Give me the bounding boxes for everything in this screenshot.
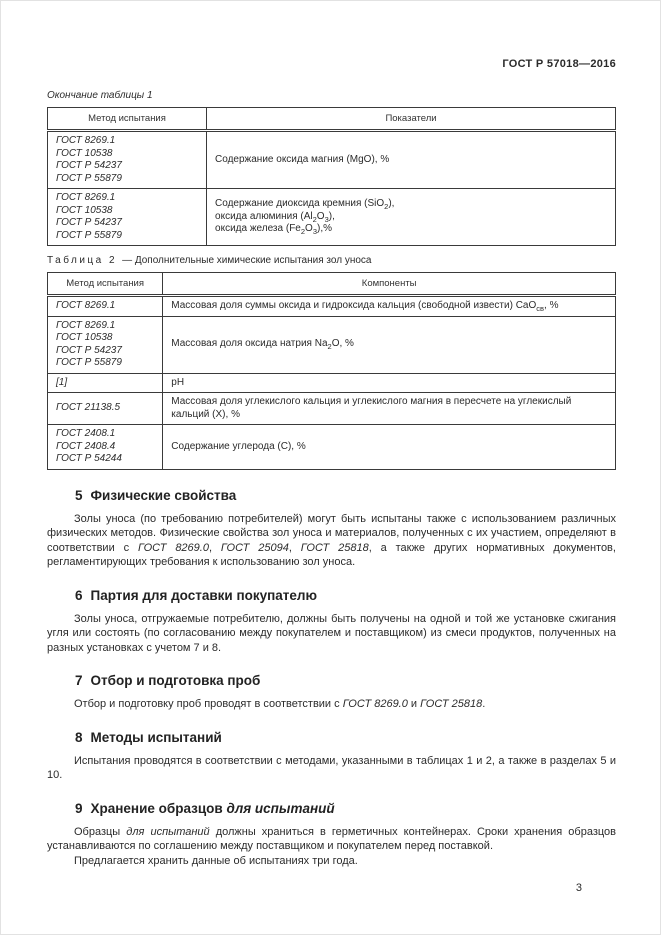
gost-ref: ГОСТ Р 54237 [56, 344, 122, 356]
gost-ref: ГОСТ 8269.1 [56, 135, 116, 146]
section-6-title: 6 Партия для доставки покупателю [75, 587, 318, 603]
section-5-paragraph: Золы уноса (по требованию потребителей) могут быть испытаны также с использованием различных физических методов. Физические свойства зол уноса и материалов, полученных с их участием, определяют в соответствии с ГОСТ 8269.0, ГОСТ 25094, ГОСТ 25818, а также других нормативных документов, регламентирующих требования к использованию зол уноса. [47, 512, 616, 568]
component-line: Массовая доля углекислого кальция и углекислого магния в пересчете на углекислый кальций (X), % [171, 396, 572, 420]
table-2-row-1-methods [48, 296, 163, 317]
table-1-row-2-methods [48, 189, 207, 246]
gost-ref: ГОСТ 10538 [56, 204, 113, 216]
section-9-sample-storage [47, 801, 616, 869]
gost-ref: ГОСТ Р 54237 [56, 217, 122, 228]
table-row [48, 296, 616, 317]
bracket-ref: [1] [56, 376, 68, 388]
section-6-delivery-batch [47, 588, 616, 656]
section-6-paragraph: Золы уноса, отгружаемые потребителю, должны быть получены на одной и той же установке сжигания угля или состоять (по согласованию между покупателем и поставщиком) из смеси продуктов, полученных на разных установках с учетом 7 и 8. [47, 612, 616, 654]
table-2-col-header-components: Компоненты [163, 273, 616, 296]
component-line: Массовая доля суммы оксида и гидроксида кальция (свободной извести) CaO$_{св}$, % [171, 300, 559, 313]
gost-ref: ГОСТ Р 55879 [56, 357, 122, 368]
table-2-row-3-methods [48, 373, 163, 393]
section-9-paragraph-2: Предлагается хранить данные об испытаниях три года. [74, 854, 358, 867]
table-2-row-2-methods [48, 316, 163, 373]
section-7-sampling [47, 673, 616, 712]
table-1-row-1-indicator [207, 131, 616, 189]
section-9-title: 9 Хранение образцов для испытаний [75, 800, 335, 816]
table-2-header-row [48, 273, 616, 296]
gost-ref: ГОСТ 8269.1 [56, 300, 116, 311]
gost-ref: ГОСТ Р 55879 [56, 172, 122, 184]
table-2 [47, 272, 616, 470]
gost-ref: ГОСТ 10538 [56, 332, 113, 343]
table-row [48, 373, 616, 393]
doc-code-header: ГОСТ Р 57018—2016 [502, 58, 616, 70]
table-row [48, 189, 616, 246]
gost-ref: ГОСТ Р 54244 [56, 453, 122, 464]
component-line: Содержание углерода (C), % [171, 440, 306, 452]
section-8-test-methods [47, 730, 616, 783]
table-2-caption-text: — Дополнительные химические испытания зол уноса [122, 255, 372, 266]
component-line: Массовая доля оксида натрия $Na_2O$, % [171, 338, 354, 352]
table-2-row-5-methods [48, 425, 163, 470]
table-1-continuation-caption: Окончание таблицы 1 [47, 90, 153, 101]
table-row [48, 393, 616, 425]
page-number: 3 [575, 882, 582, 894]
section-7-paragraph: Отбор и подготовку проб проводят в соответствии с ГОСТ 8269.0 и ГОСТ 25818. [74, 698, 486, 710]
table-2-row-1-component [163, 296, 616, 317]
table-2-col-header-method: Метод испытания [48, 273, 163, 296]
table-2-row-4-methods [48, 393, 163, 425]
gost-ref: ГОСТ 10538 [56, 147, 113, 159]
indicator-line: оксида алюминия $(Al_2O_3)$, [215, 210, 335, 224]
gost-ref: ГОСТ 8269.1 [56, 319, 116, 331]
table-row [48, 316, 616, 373]
section-7-title: 7 Отбор и подготовка проб [75, 673, 261, 688]
table-2-row-3-component [163, 373, 616, 393]
section-8-paragraph: Испытания проводятся в соответствии с методами, указанными в таблицах 1 и 2, а также в разделах 5 и 10. [47, 754, 616, 781]
gost-ref: ГОСТ Р 55879 [56, 229, 122, 241]
table-2-caption-label: Таблица 2 [47, 255, 118, 266]
table-1 [47, 107, 616, 246]
component-line: pH [171, 376, 185, 388]
section-5-title: 5 Физические свойства [75, 487, 237, 503]
table-2-row-4-component [163, 393, 616, 425]
table-1-col-header-indicators: Показатели [207, 108, 616, 131]
table-2-caption [47, 255, 616, 266]
table-1-col-header-method: Метод испытания [48, 108, 207, 131]
table-2-row-2-component [163, 316, 616, 373]
section-5-physical-properties [47, 488, 616, 570]
table-1-row-1-methods [48, 131, 207, 189]
table-2-row-5-component [163, 425, 616, 470]
gost-ref: ГОСТ 2408.1 [56, 428, 116, 439]
section-8-title: 8 Методы испытаний [75, 729, 222, 745]
indicator-line: Содержание диоксида кремния (SiO$_2$), [215, 198, 395, 212]
gost-ref: ГОСТ 8269.1 [56, 192, 116, 203]
gost-ref: ГОСТ 21138.5 [56, 402, 121, 414]
document-page [1, 1, 660, 894]
section-9-paragraph-1: Образцы для испытаний должны храниться в герметичных контейнерах. Сроки хранения образцов устанавливаются по соглашению между поставщиком и покупателем перед поставкой. [47, 825, 617, 852]
table-row [48, 425, 616, 470]
table-row [48, 131, 616, 189]
indicator-line: оксида железа $(Fe_2O_3),\%$ [215, 223, 332, 237]
table-1-row-2-indicator [207, 189, 616, 246]
table-1-header-row [48, 108, 616, 131]
gost-ref: ГОСТ 2408.4 [56, 440, 116, 452]
gost-ref: ГОСТ Р 54237 [56, 160, 122, 171]
indicator-line: Содержание оксида магния (MgO), % [215, 153, 390, 165]
